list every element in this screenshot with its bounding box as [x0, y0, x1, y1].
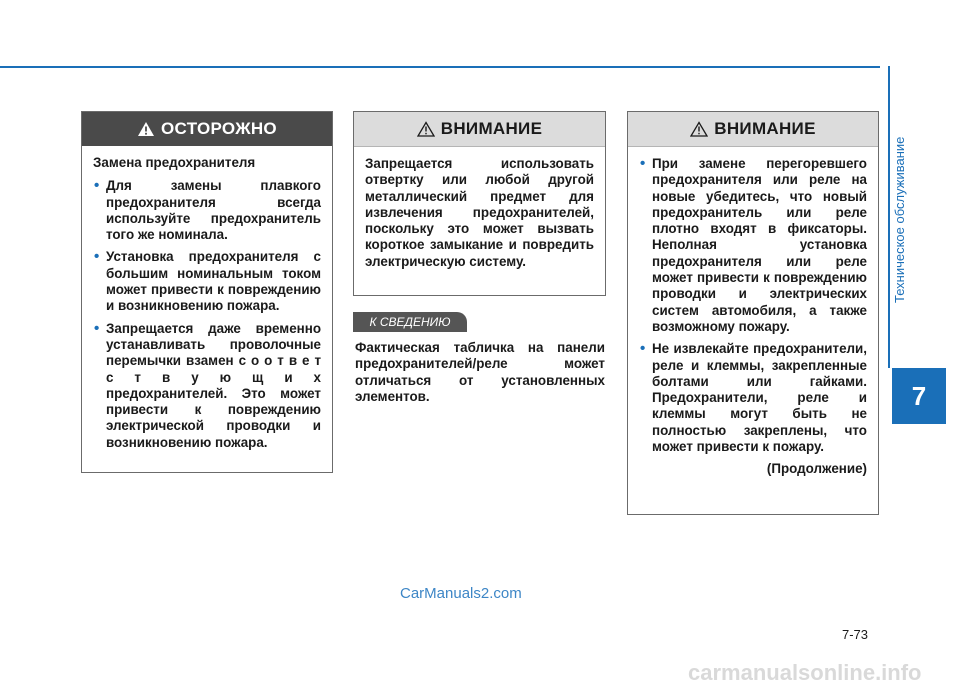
caution-triangle-icon — [690, 121, 708, 137]
warning-body — [82, 146, 332, 467]
chapter-tab[interactable]: 7 — [892, 368, 946, 424]
caution-box-2 — [627, 111, 879, 515]
caution-title-2: ВНИМАНИЕ — [714, 119, 816, 138]
caution-header-2 — [628, 112, 878, 147]
continued-label: (Продолжение) — [766, 461, 867, 477]
section-label: Техническое обслуживание — [892, 136, 907, 304]
info-badge: К СВЕДЕНИЮ — [353, 312, 467, 332]
caution-header-1 — [354, 112, 605, 147]
page-number: 7-73 — [842, 627, 869, 642]
caution-body-2 — [628, 147, 878, 488]
list-item: • Установка предохранителя с большим номинальным током может привести к повреждению и возникновению пожара. — [93, 249, 321, 314]
watermark-bottom: carmanualsonline.info — [688, 660, 922, 685]
warning-header — [82, 112, 332, 146]
warning-list — [93, 178, 321, 451]
warning-title: ОСТОРОЖНО — [161, 119, 277, 138]
caution-body-1 — [354, 147, 605, 287]
warning-intro: Замена предохранителя — [93, 155, 256, 170]
caution-box-1 — [353, 111, 606, 296]
caution-title-1: ВНИМАНИЕ — [440, 119, 543, 138]
warning-triangle-icon — [137, 121, 155, 137]
header-rule — [0, 66, 880, 68]
sidebar-rule — [888, 66, 890, 368]
caution-list-2 — [639, 156, 867, 455]
warning-box — [81, 111, 333, 473]
list-item: • Для замены плавкого предохранителя всегда используйте предохранитель того же номинала. — [93, 178, 321, 243]
caution-triangle-icon — [417, 121, 435, 137]
list-item: • Не извлекайте предохранители, реле и клеммы, закрепленные болтами или гайками. Предохранители, реле и клеммы могут быть не полностью закреплены, что может привести к пожару. — [639, 341, 867, 455]
info-text: Фактическая табличка на панели предохранителей/реле может отличаться от установленных элементов. — [355, 340, 605, 404]
list-item: • Запрещается даже временно устанавливать проволочные перемычки взамен с о о т в е т с т в у ю щ и х предохранителей. Это может привести к повреждению электрической проводки и возникновению пожара. — [93, 321, 321, 451]
caution-text-1: Запрещается использовать отвертку или любой другой металлический предмет для извлечения предохранителей, поскольку это может вызвать короткое замыкание и повредить электрическую систему. — [365, 156, 594, 269]
list-item: • При замене перегоревшего предохранителя или реле на новые убедитесь, что новый предохранитель или реле плотно входят в фиксаторы. Неполная установка предохранителя или реле может привести к повреждению проводки и электрических систем автомобиля, а также возможному пожару. — [639, 156, 867, 335]
watermark-link[interactable]: CarManuals2.com — [400, 585, 522, 602]
